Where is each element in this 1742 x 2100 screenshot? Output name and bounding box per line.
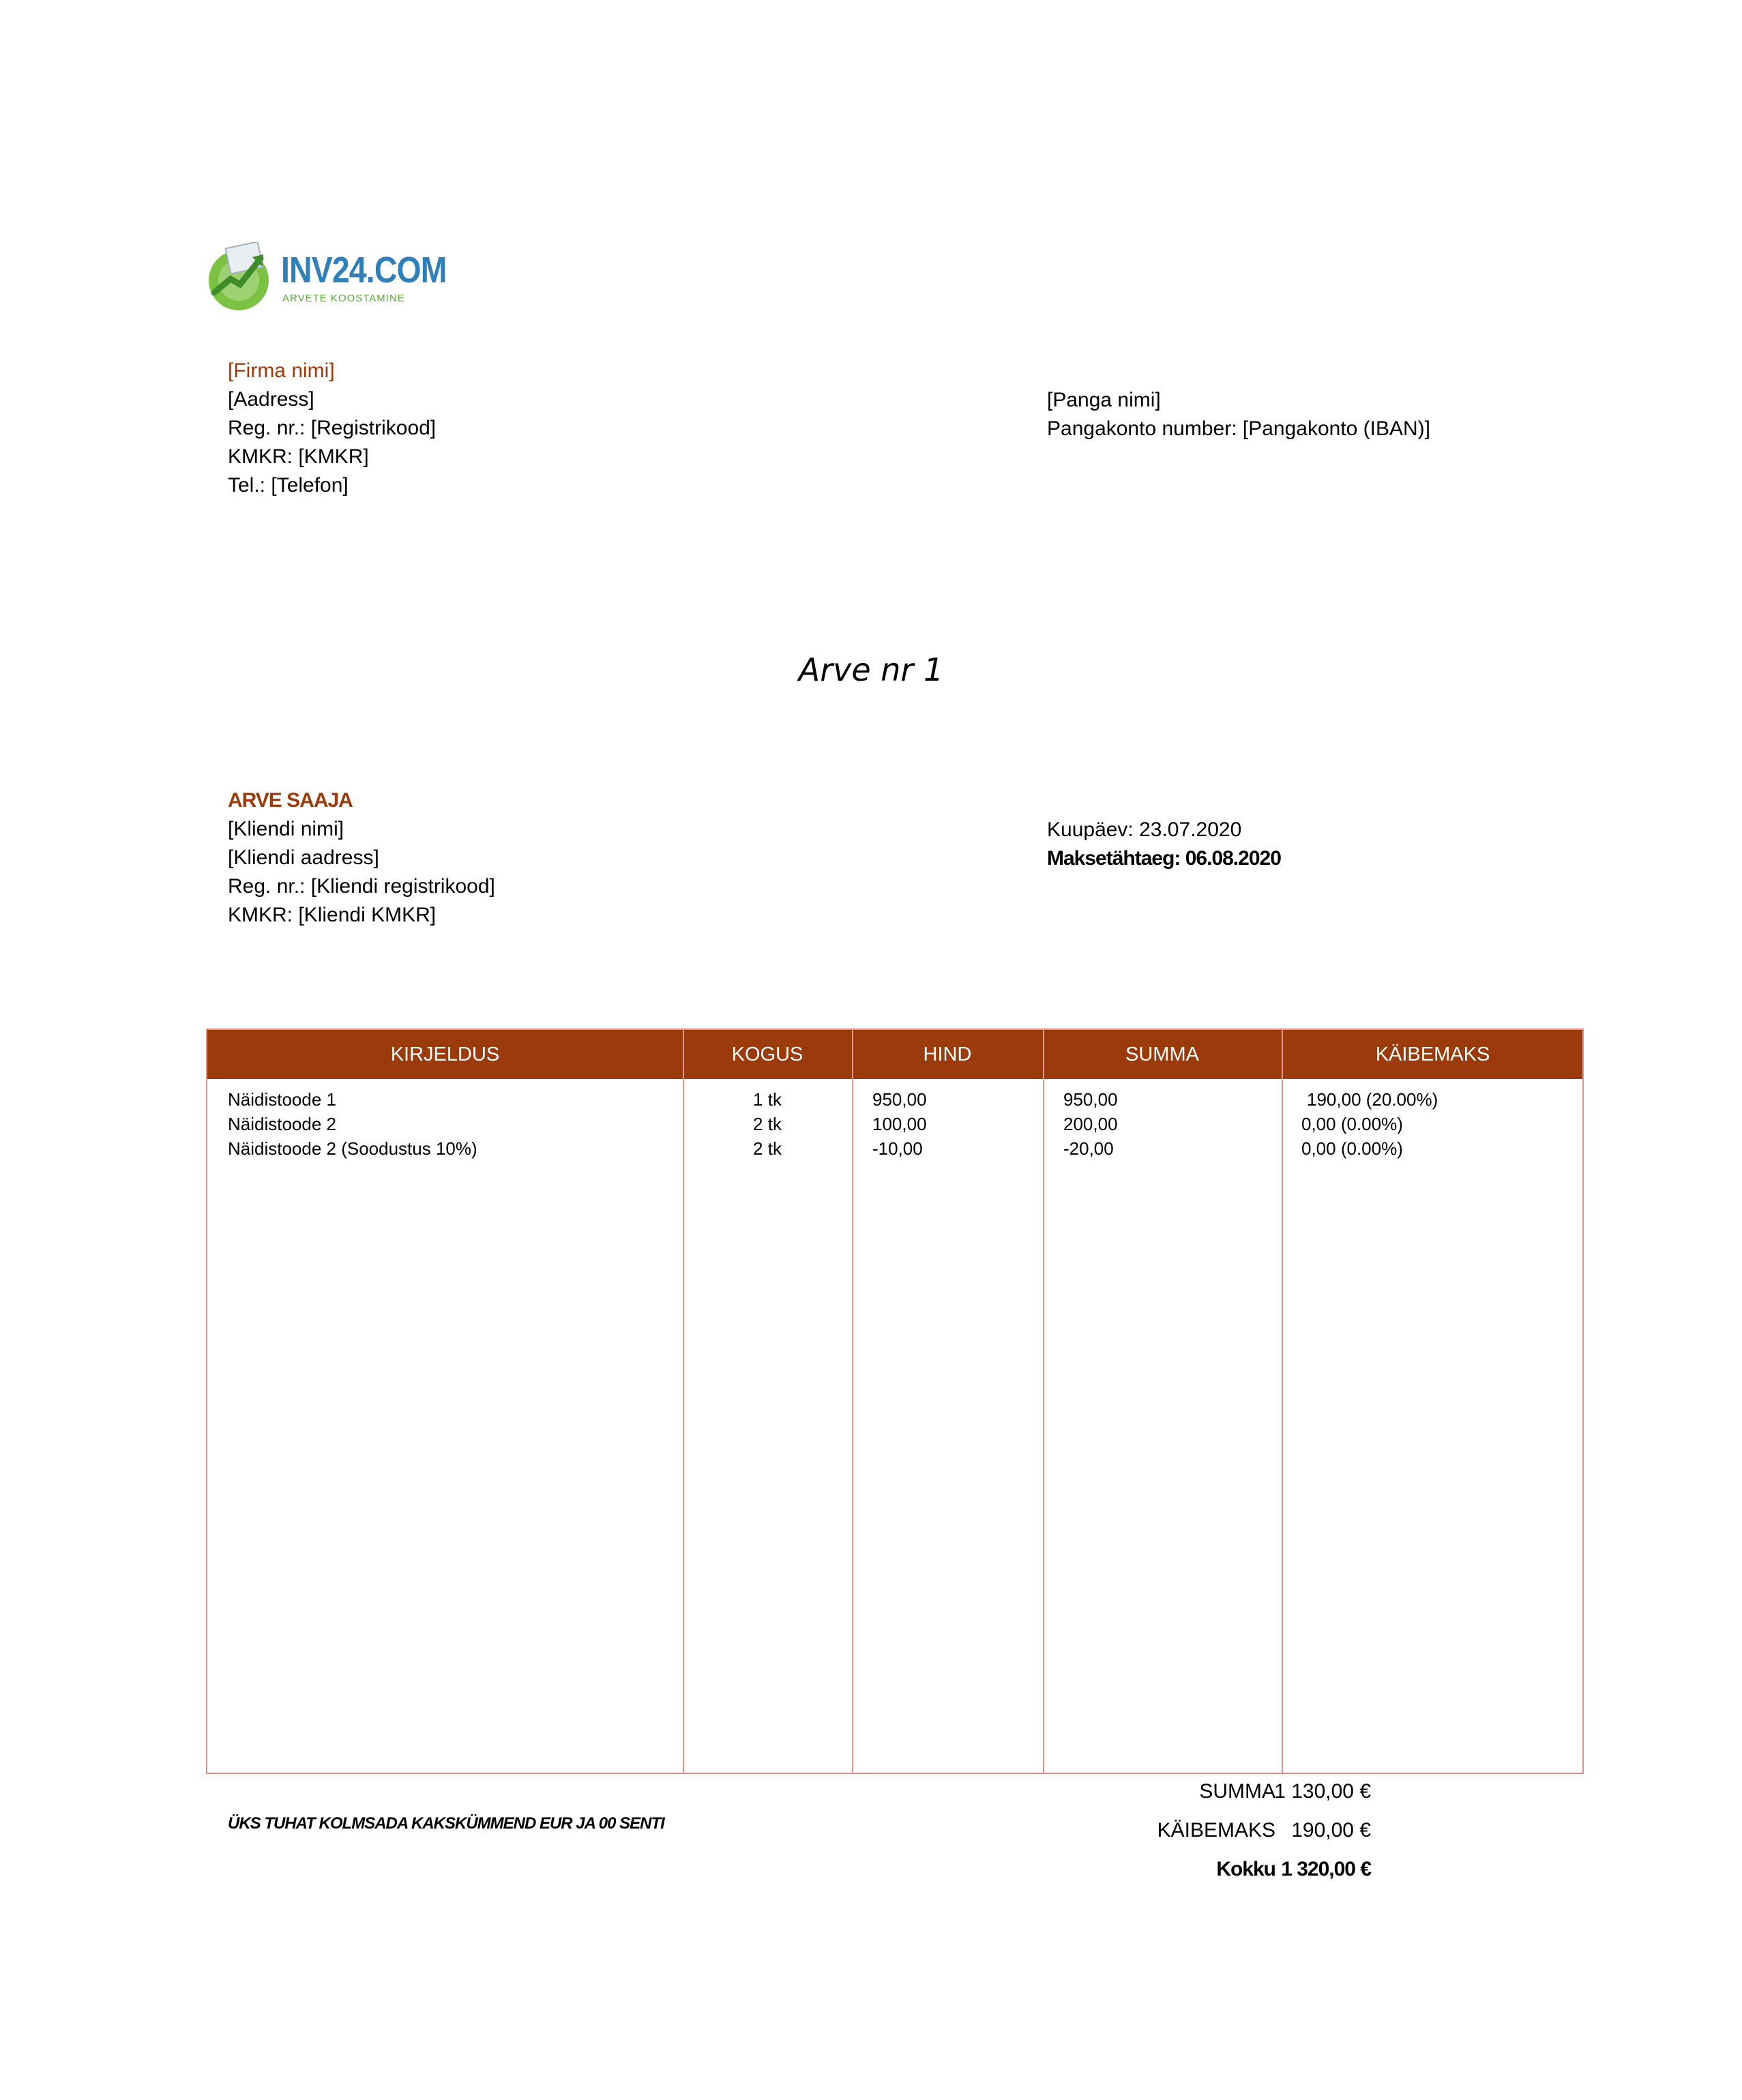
logo-tagline: ARVETE KOOSTAMINE [282,293,405,304]
column-divider [852,1030,853,1773]
row-vat: 0,00 (0.00%) [1301,1114,1403,1134]
seller-kmkr: KMKR: [KMKR] [228,445,369,468]
row-description: Näidistoode 2 [228,1114,336,1134]
row-description: Näidistoode 2 (Soodustus 10%) [228,1138,477,1159]
seller-address: [Aadress] [228,388,314,411]
row-quantity: 2 tk [753,1138,782,1159]
seller-phone: Tel.: [Telefon] [228,474,349,497]
total-label: Kokku [1216,1858,1275,1880]
column-divider [1282,1030,1283,1773]
table-header [207,1030,1582,1079]
row-vat: 0,00 (0.00%) [1301,1138,1403,1159]
logo-brand: INV24.COM [281,250,447,291]
col-header-vat: KÄIBEMAKS [1375,1044,1490,1065]
company-logo [205,242,447,317]
buyer-address: [Kliendi aadress] [228,846,379,869]
row-price: 100,00 [872,1114,927,1134]
total-value: 1 320,00 € [1281,1858,1371,1880]
bank-account: Pangakonto number: [Pangakonto (IBAN)] [1047,417,1431,440]
row-vat: 190,00 (20.00%) [1307,1089,1438,1110]
logo-emblem-icon [205,242,276,310]
buyer-block [228,786,495,930]
invoice-title: Arve nr 1 [798,651,944,688]
seller-reg: Reg. nr.: [Registrikood] [228,417,437,439]
buyer-heading: ARVE SAAJA [228,789,353,812]
due-date: Maksetähtaeg: 06.08.2020 [1047,847,1281,870]
items-table [206,1029,1584,1774]
bank-block [1047,386,1430,443]
row-quantity: 1 tk [753,1089,782,1110]
row-sum: 200,00 [1063,1114,1118,1134]
row-sum: -20,00 [1063,1138,1114,1159]
bank-name: [Panga nimi] [1047,389,1161,411]
vat-value: 190,00 € [1291,1819,1371,1842]
row-price: -10,00 [872,1138,923,1159]
row-description: Näidistoode 1 [228,1089,336,1110]
buyer-reg: Reg. nr.: [Kliendi registrikood] [228,875,495,898]
seller-block [228,357,436,500]
col-header-sum: SUMMA [1125,1044,1199,1065]
vat-label: KÄIBEMAKS [1157,1819,1275,1842]
row-price: 950,00 [872,1089,927,1110]
buyer-kmkr: KMKR: [Kliendi KMKR] [228,904,437,926]
col-header-description: KIRJELDUS [390,1044,500,1065]
row-sum: 950,00 [1063,1089,1118,1110]
buyer-name: [Kliendi nimi] [228,818,344,840]
subtotal-label: SUMMA [1199,1780,1275,1803]
col-header-quantity: KOGUS [731,1044,803,1065]
row-quantity: 2 tk [753,1114,782,1134]
col-header-price: HIND [923,1044,972,1065]
amount-in-words: ÜKS TUHAT KOLMSADA KAKSKÜMMEND EUR JA 00 SENTI [228,1814,664,1833]
seller-name: [Firma nimi] [228,359,335,382]
invoice-date: Kuupäev: 23.07.2020 [1047,818,1242,841]
subtotal-value: 1 130,00 € [1274,1780,1371,1803]
column-divider [1043,1030,1044,1773]
dates-block [1047,816,1281,873]
